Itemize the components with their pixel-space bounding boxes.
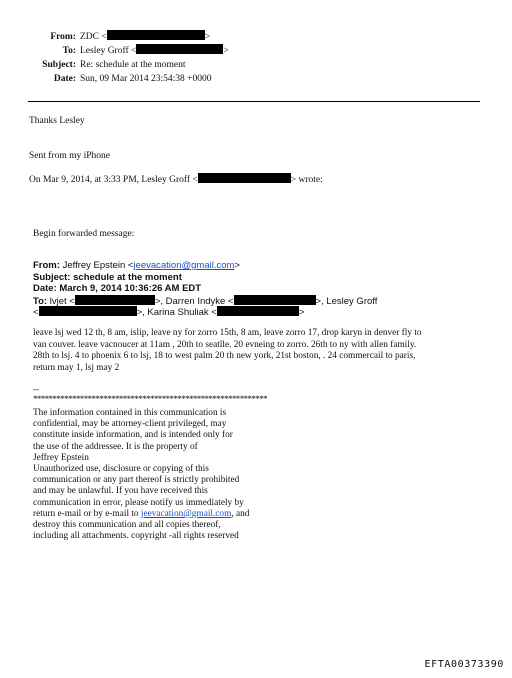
fw-to-row: To: lvjet < >, Darren Indyke < >, Lesley Groff (33, 295, 378, 307)
fw-from-label: From: (33, 260, 60, 271)
redaction-box (217, 306, 299, 316)
body-line: van couver. leave vacnoucer at 11am , 20th to seatlle. 20 evneing to zorro. 26th to ny with allen family. (33, 339, 417, 350)
disclaimer-line: communication in error, please notify us immediately by (33, 497, 244, 508)
fw-subject-label: Subject: (33, 271, 71, 283)
redaction-box (234, 295, 316, 305)
subject-label: Subject: (42, 60, 76, 70)
redaction-box (75, 295, 155, 305)
email-header (0, 30, 512, 86)
message-body (33, 328, 478, 374)
body-line: return may 1, lsj may 2 (33, 362, 120, 373)
to-label: To: (62, 46, 76, 56)
body-line: leave lsj wed 12 th, 8 am, islip, leave ny for zorro 15th, 8 am, leave zorro 17, drop karyn in denver fly to (33, 328, 422, 338)
fw-date-value: March 9, 2014 10:36:26 AM EDT (59, 283, 202, 294)
signature-dashes: -- (33, 384, 39, 394)
forwarded-header (33, 260, 483, 318)
redaction-box (39, 306, 137, 316)
header-subject-row (0, 58, 512, 72)
disclaimer-line: Jeffrey Epstein (33, 452, 89, 463)
disclaimer-line: confidential, may be attorney-client privileged, may (33, 419, 227, 430)
disclaimer-line: The information contained in this communication is (33, 408, 227, 418)
disclaimer-line: return e-mail or by e-mail to jeevacation@gmail.com, and (33, 508, 250, 519)
from-label: From: (50, 32, 76, 42)
date-value: Sun, 09 Mar 2014 23:54:38 +0000 (80, 74, 212, 84)
bates-stamp: EFTA00373390 (424, 659, 504, 670)
disclaimer-email-link[interactable]: jeevacation@gmail.com (140, 508, 232, 519)
disclaimer-line: constitute inside information, and is intended only for (33, 430, 233, 441)
disclaimer-line: including all attachments. copyright -all rights reserved (33, 531, 239, 542)
reply-sent-from: Sent from my iPhone (29, 151, 111, 161)
reply-on-date: On Mar 9, 2014, at 3:33 PM, Lesley Groff < > wrote: (29, 175, 323, 185)
fw-to-row-2: < >, Karina Shuliak < > (33, 307, 305, 318)
to-value: Lesley Groff < (80, 46, 137, 56)
redaction-box (198, 173, 291, 183)
disclaimer-line: and may be unlawful. If you have received this (33, 486, 208, 497)
fw-date-label: Date: (33, 283, 57, 294)
redaction-box (107, 30, 205, 40)
fw-from-row: From: Jeffrey Epstein <jeevacation@gmail.com> (33, 260, 240, 271)
reply-thanks: Thanks Lesley (29, 116, 85, 126)
header-from-row: From: ZDC < > (50, 32, 211, 42)
header-date-row (0, 72, 512, 86)
disclaimer (33, 408, 283, 542)
date-label: Date: (53, 74, 76, 84)
fw-from-email-link[interactable]: jeevacation@gmail.com (133, 260, 235, 271)
disclaimer-line: Unauthorized use, disclosure or copying of this (33, 464, 209, 475)
fw-subject-row (33, 272, 483, 284)
begin-forwarded: Begin forwarded message: (33, 229, 135, 239)
body-line: 28th to lsj. 4 to phoenix 6 to lsj, 18 to west palm 20 th new york, 21st boston, . 24 commercail to paris, (33, 351, 416, 361)
disclaimer-line: destroy this communication and all copies thereof, (33, 520, 221, 531)
disclaimer-line: the use of the addressee. It is the property of (33, 441, 198, 452)
redaction-box (136, 44, 223, 54)
subject-value: Re: schedule at the moment (80, 60, 186, 70)
header-divider (28, 101, 480, 102)
from-value: ZDC < (80, 32, 107, 42)
disclaimer-line: communication or any part thereof is strictly prohibited (33, 475, 240, 486)
fw-date-row (33, 283, 483, 295)
header-to-row: To: Lesley Groff < > (62, 46, 229, 56)
fw-to-label: To: (33, 295, 48, 307)
fw-subject-value: schedule at the moment (73, 271, 182, 283)
signature-stars: ************************************************************ (33, 394, 268, 404)
